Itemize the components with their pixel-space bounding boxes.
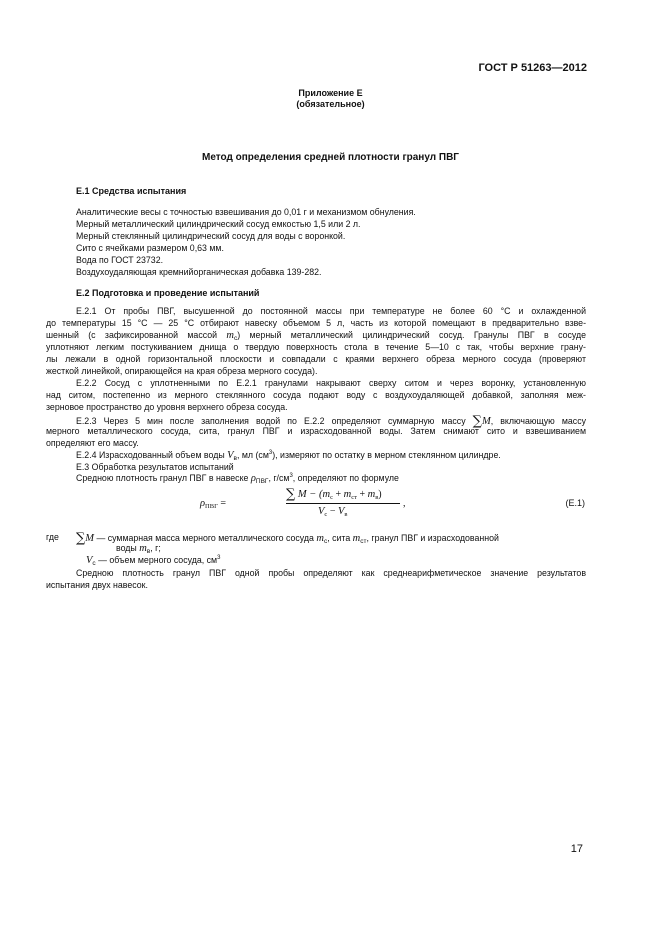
paragraph-line: Е.2.4 Израсходованный объем воды $V_в$, мл $(см^3)$, измеряют по остатку в мерном стеклянном цилиндре.: [76, 450, 501, 462]
equipment-item: Мерный стеклянный цилиндрический сосуд для воды с воронкой.: [76, 231, 346, 241]
paragraph-line: Е.2.2 Сосуд с уплотненными по Е.2.1 гранулами накрывают сверху ситом и через воронку, установленную: [76, 378, 586, 388]
equipment-item: Сито с ячейками размером 0,63 мм.: [76, 243, 224, 253]
where-line: $V_с$ — объем мерного сосуда, $см^3$: [86, 555, 221, 567]
annex-title: Приложение Е: [298, 88, 363, 98]
paragraph-line: жесткой линейкой, опирающейся на края обреза мерного сосуда).: [46, 366, 318, 376]
paragraph-line: мерного металлического сосуда, сита, гранул ПВГ и израсходованной воды. Затем снимают сито и взвешиванием: [46, 426, 586, 436]
section-e1-heading: Е.1 Средства испытания: [76, 186, 187, 196]
paragraph-line: уплотняют легким постукиванием днища о твердую поверхность стола в течение 5—10 с так, чтобы верхние грану-: [46, 342, 586, 352]
paragraph-line: испытания двух навесок.: [46, 580, 148, 590]
paragraph-line: определяют его массу.: [46, 438, 139, 448]
paragraph-line: Е.2.1 От пробы ПВГ, высушенной до постоянной массы при температуре не более 60 °С и охлажденной: [76, 306, 586, 316]
formula-numerator: ∑ $M - (m_с + m_{ст} + m_в)$: [286, 487, 382, 502]
equipment-item: Мерный металлический цилиндрический сосуд емкостью 1,5 или 2 л.: [76, 219, 361, 229]
paragraph-line: зерновое пространство до уровня верхнего обреза сосуда.: [46, 402, 288, 412]
paragraph-line: шенный (с зафиксированной массой $m_с$) мерный металлический цилиндрический сосуд. Гранулы ПВГ в сосуде: [46, 330, 586, 342]
where-line: ∑M — суммарная масса мерного металлического сосуда $m_с$, сита $m_{ст}$, гранул ПВГ и израсходованной: [76, 531, 499, 546]
annex-heading: [0, 88, 661, 110]
equipment-item: Вода по ГОСТ 23732.: [76, 255, 164, 265]
paragraph-line: над ситом, постепенно из мерного стеклянного сосуда подают воду с воздухоудаляющей добавкой, заполняя меж-: [46, 390, 586, 400]
fraction-bar: [286, 503, 400, 504]
paragraph-line: Средною плотность гранул ПВГ одной пробы определяют как среднеарифметическое значение результатов: [76, 568, 586, 578]
paragraph-line: до температуры 15 °С — 25 °С отбирают навеску объемом 5 л, часть из которой помещают в предварительно взве-: [46, 318, 586, 328]
paragraph-line: лы лежали в одной горизонтальной плоскости и совпадали с краями верхнего обреза мерного сосуда (проверяют: [46, 354, 586, 364]
annex-subtitle: (обязательное): [296, 99, 365, 109]
where-line: воды $m_в$, г;: [116, 543, 161, 555]
paragraph-line: Е.2.3 Через 5 мин после заполнения водой по Е.2.2 определяют суммарную массу ∑M, включающую массу: [76, 414, 586, 429]
section-e2-heading: Е.2 Подготовка и проведение испытаний: [76, 288, 260, 298]
formula-comma: ,: [403, 498, 406, 509]
equation-number: (Е.1): [565, 498, 585, 508]
equipment-item: Аналитические весы с точностью взвешивания до 0,01 г и механизмом обнуления.: [76, 207, 416, 217]
formula-lhs: $\rho_{ПВГ}$ =: [200, 498, 226, 510]
equipment-item: Воздухоудаляющая кремнийорганическая добавка 139-282.: [76, 267, 322, 277]
page-number: 17: [570, 843, 583, 855]
section-e3-heading: Е.3 Обработка результатов испытаний: [76, 462, 234, 472]
where-word: где: [46, 532, 59, 542]
standard-number: ГОСТ Р 51263—2012: [478, 62, 587, 74]
density-formula: [200, 486, 500, 522]
formula-denominator: $V_с - V_в$: [318, 506, 348, 518]
paragraph-line: Средною плотность гранул ПВГ в навеске $\rho_{ПВГ}$, $г/см^3$, определяют по формуле: [76, 473, 399, 485]
document-title: Метод определения средней плотности гранул ПВГ: [202, 152, 459, 163]
